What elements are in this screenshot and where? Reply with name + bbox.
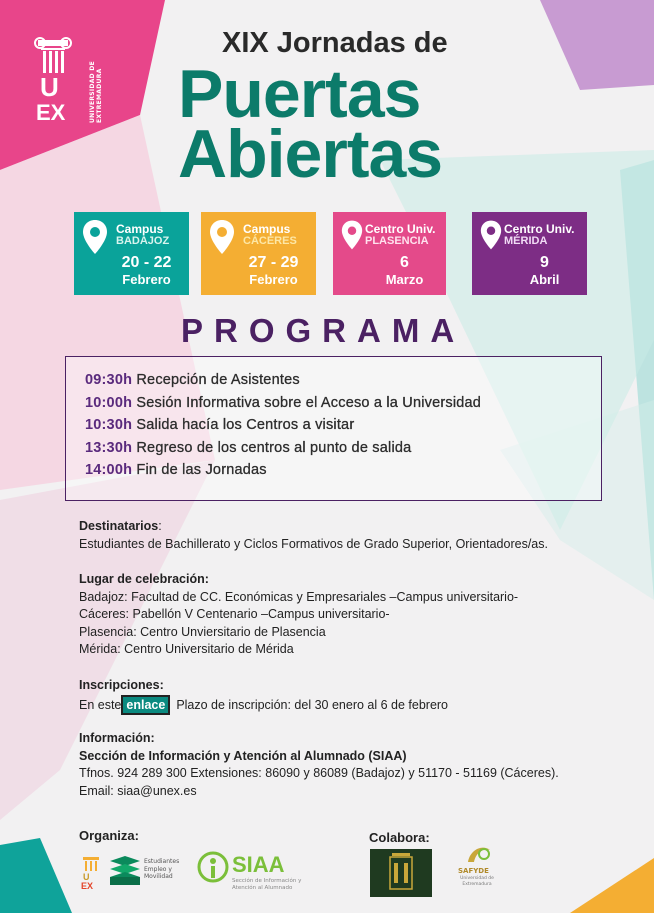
siaa-logo-text: SIAA bbox=[232, 852, 285, 877]
campus-city: PLASENCIA bbox=[365, 235, 429, 247]
schedule-row bbox=[85, 372, 601, 395]
location-pin-icon bbox=[341, 219, 363, 251]
campus-date: 6 bbox=[400, 254, 409, 271]
destinatarios-heading: Destinatarios bbox=[79, 519, 159, 533]
campus-city: MÉRIDA bbox=[504, 235, 548, 247]
lugar-section bbox=[79, 571, 518, 659]
campus-city: CÁCERES bbox=[243, 235, 297, 247]
uex-small-letters: EX bbox=[81, 881, 94, 891]
informacion-section bbox=[79, 730, 559, 800]
svg-text:U: U bbox=[83, 872, 90, 882]
schedule-row bbox=[85, 417, 601, 440]
inscripciones-prefix: En este bbox=[79, 697, 122, 712]
schedule-time: 10:00h bbox=[85, 394, 133, 411]
lugar-line: Badajoz: Facultad de CC. Económicas y Empresariales –Campus universitario- bbox=[79, 589, 519, 604]
schedule-desc: Recepción de Asistentes bbox=[136, 372, 300, 388]
colabora-label: Colabora: bbox=[369, 830, 430, 845]
siaa-logo-subtext: Sección de Información y Atención al Alumnado bbox=[232, 878, 302, 891]
campus-date: 9 bbox=[540, 254, 549, 271]
schedule-desc: Regreso de los centros al punto de salida bbox=[136, 439, 412, 456]
campus-merida-card bbox=[472, 212, 587, 295]
schedule-time: 09:30h bbox=[85, 372, 133, 388]
uex-small-logo bbox=[80, 855, 102, 891]
campus-label: Centro Univ. bbox=[504, 222, 575, 236]
schedule-box bbox=[65, 356, 602, 501]
event-subtitle: XIX Jornadas de bbox=[222, 27, 448, 59]
campus-month: Febrero bbox=[122, 272, 171, 287]
schedule-row bbox=[85, 462, 601, 485]
event-title-line2: Abiertas bbox=[178, 116, 443, 192]
campus-plasencia-card bbox=[333, 212, 446, 295]
destinatarios-text: Estudiantes de Bachillerato y Ciclos Formativos de Grado Superior, Orientadores/as. bbox=[79, 536, 548, 551]
safyde-logo-subtext: Universidad de Extremadura bbox=[460, 876, 494, 887]
destinatarios-colon: : bbox=[158, 519, 162, 533]
schedule-time: 14:00h bbox=[85, 462, 133, 478]
campus-month: Abril bbox=[529, 272, 560, 287]
campus-date: 27 - 29 bbox=[248, 254, 299, 271]
location-pin-icon bbox=[209, 219, 235, 255]
email-text[interactable]: Email: siaa@unex.es bbox=[79, 783, 197, 798]
location-pin-icon bbox=[82, 219, 108, 255]
university-name-vertical: UNIVERSIDAD DE EXTREMADURA bbox=[89, 60, 103, 123]
colabora-shield-logo bbox=[370, 849, 432, 897]
plazo-text: Plazo de inscripción: del 30 enero al 6 de febrero bbox=[176, 697, 449, 712]
schedule-row bbox=[85, 440, 601, 463]
informacion-heading: Información: bbox=[79, 731, 155, 745]
schedule-time: 13:30h bbox=[85, 439, 133, 456]
inscripciones-heading: Inscripciones: bbox=[79, 678, 164, 692]
programa-heading: PROGRAMA bbox=[181, 312, 466, 349]
lugar-line: Cáceres: Pabellón V Centenario –Campus universitario- bbox=[79, 607, 390, 621]
siaa-logo-icon bbox=[196, 850, 230, 886]
organiza-label: Organiza: bbox=[79, 828, 139, 843]
safyde-logo-text: SAFYDE bbox=[458, 867, 489, 875]
destinatarios-section bbox=[79, 518, 548, 553]
schedule-desc: Sesión Informativa sobre el Acceso a la Universidad bbox=[136, 394, 482, 411]
campus-city: BADAJOZ bbox=[116, 235, 170, 247]
campus-label: Campus bbox=[243, 222, 291, 236]
siaa-section-name: Sección de Información y Atención al Alumnado (SIAA) bbox=[79, 748, 407, 763]
campus-badajoz-card bbox=[74, 212, 189, 295]
svg-text:EX: EX bbox=[36, 100, 66, 125]
schedule-time: 10:30h bbox=[85, 417, 133, 433]
campus-label: Centro Univ. bbox=[365, 222, 436, 236]
schedule-desc: Salida hacía los Centros a visitar bbox=[136, 417, 355, 433]
estudiantes-logo-text: Estudiantes Empleo y Movilidad bbox=[144, 858, 180, 880]
enlace-link[interactable]: enlace bbox=[121, 695, 170, 715]
lugar-line: Plasencia: Centro Unviersitario de Plasencia bbox=[79, 624, 326, 639]
schedule-desc: Fin de las Jornadas bbox=[136, 462, 267, 478]
estudiantes-logo-icon bbox=[108, 855, 142, 887]
telephone-text: Tfnos. 924 289 300 Extensiones: 86090 y 86089 (Badajoz) y 51170 - 51169 (Cáceres). bbox=[79, 766, 559, 780]
lugar-heading: Lugar de celebración: bbox=[79, 572, 209, 586]
svg-text:U: U bbox=[40, 72, 59, 102]
lugar-line: Mérida: Centro Universitario de Mérida bbox=[79, 642, 294, 656]
campus-month: Marzo bbox=[385, 272, 424, 287]
campus-label: Campus bbox=[116, 222, 164, 236]
campus-caceres-card bbox=[201, 212, 316, 295]
safyde-logo-icon bbox=[464, 842, 494, 868]
campus-month: Febrero bbox=[249, 272, 298, 287]
schedule-row bbox=[85, 395, 601, 418]
inscripciones-section bbox=[79, 677, 448, 715]
campus-date: 20 - 22 bbox=[121, 254, 172, 271]
location-pin-icon bbox=[480, 219, 502, 251]
event-title-line1: Puertas bbox=[178, 56, 421, 132]
